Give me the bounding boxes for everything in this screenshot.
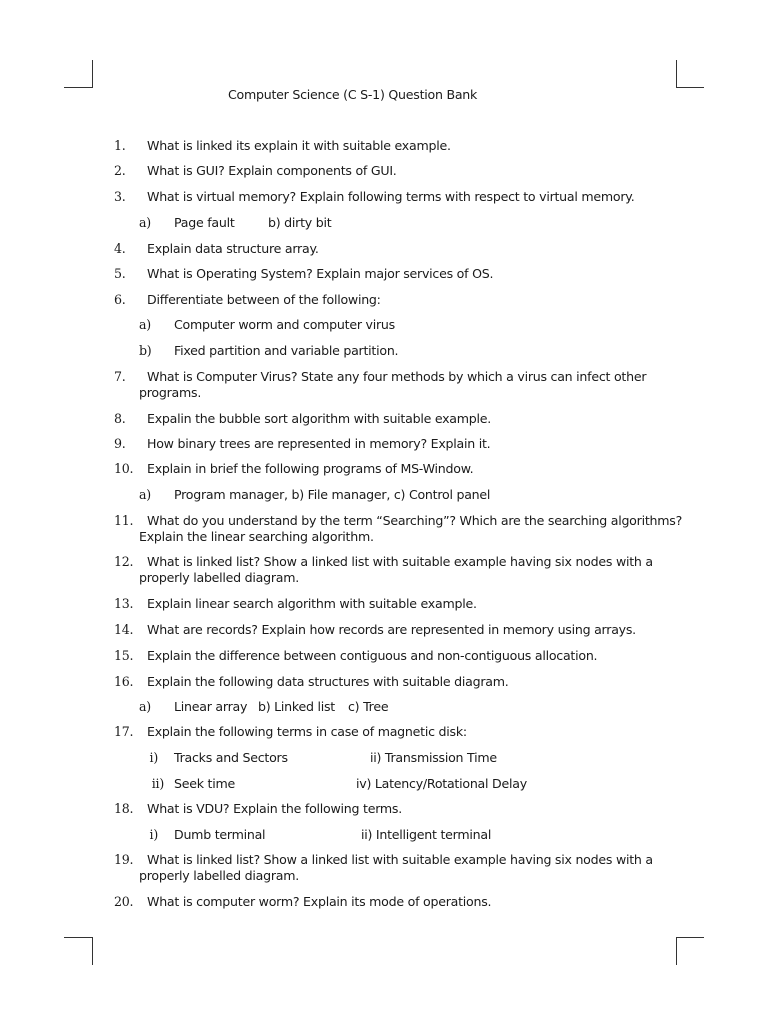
sub-text: Computer worm and computer virus — [174, 317, 395, 332]
question-number: 19. — [114, 852, 134, 867]
question-number: 7. — [114, 369, 126, 384]
sub-text: Page fault — [174, 215, 235, 230]
sub-label: i) — [149, 750, 158, 765]
question-text: Expalin the bubble sort algorithm with suitable example. — [147, 411, 492, 426]
question-number: 15. — [114, 648, 134, 663]
sub-label: a) — [139, 699, 151, 714]
question-number: 16. — [114, 674, 134, 689]
question-text: Differentiate between of the following: — [147, 292, 381, 307]
page-title: Computer Science (C S-1) Question Bank — [228, 87, 478, 102]
question-number: 20. — [114, 894, 134, 909]
crop-mark-bottom-left-v — [92, 937, 93, 965]
sub-text-2: b) Linked list — [258, 699, 335, 714]
question-text: Explain the following terms in case of magnetic disk: — [147, 724, 467, 739]
question-text: Explain linear search algorithm with suitable example. — [147, 596, 477, 611]
question-number: 8. — [114, 411, 126, 426]
question-text: Explain data structure array. — [147, 241, 319, 256]
question-text: What is linked list? Show a linked list with suitable example having six nodes with a — [147, 554, 653, 569]
sub-text-2: b) dirty bit — [268, 215, 332, 230]
sub-text: Program manager, b) File manager, c) Control panel — [174, 487, 491, 502]
crop-mark-bottom-right-v — [676, 937, 677, 965]
question-text-continuation: programs. — [139, 385, 202, 400]
crop-mark-top-left-v — [92, 60, 93, 88]
sub-text: Dumb terminal — [174, 827, 266, 842]
question-number: 14. — [114, 622, 134, 637]
question-text: What are records? Explain how records are represented in memory using arrays. — [147, 622, 636, 637]
question-number: 4. — [114, 241, 126, 256]
sub-label: a) — [139, 317, 151, 332]
sub-text-2: ii) Transmission Time — [370, 750, 497, 765]
sub-text-2: iv) Latency/Rotational Delay — [356, 776, 527, 791]
crop-mark-top-right-h — [676, 87, 704, 88]
question-text: Explain in brief the following programs of MS-Window. — [147, 461, 474, 476]
question-text-continuation: properly labelled diagram. — [139, 570, 300, 585]
question-number: 10. — [114, 461, 134, 476]
sub-label: i) — [149, 827, 158, 842]
question-number: 2. — [114, 163, 126, 178]
question-text: What is linked list? Show a linked list with suitable example having six nodes with a — [147, 852, 653, 867]
sub-label: b) — [139, 343, 152, 358]
sub-label: a) — [139, 487, 151, 502]
sub-text: Seek time — [174, 776, 235, 791]
sub-text-3: c) Tree — [348, 699, 389, 714]
question-text: How binary trees are represented in memory? Explain it. — [147, 436, 491, 451]
crop-mark-top-right-v — [676, 60, 677, 88]
question-text: What do you understand by the term “Searching”? Which are the searching algorithms? — [147, 513, 682, 528]
question-text: What is computer worm? Explain its mode of operations. — [147, 894, 492, 909]
question-number: 11. — [114, 513, 134, 528]
question-text: Explain the difference between contiguous and non-contiguous allocation. — [147, 648, 598, 663]
question-text: What is linked its explain it with suitable example. — [147, 138, 451, 153]
question-text: What is GUI? Explain components of GUI. — [147, 163, 397, 178]
question-number: 6. — [114, 292, 126, 307]
question-text: What is Operating System? Explain major services of OS. — [147, 266, 494, 281]
question-number: 17. — [114, 724, 134, 739]
sub-text: Tracks and Sectors — [174, 750, 288, 765]
question-number: 18. — [114, 801, 134, 816]
sub-label: ii) — [151, 776, 164, 791]
question-text: What is Computer Virus? State any four methods by which a virus can infect other — [147, 369, 647, 384]
question-text-continuation: properly labelled diagram. — [139, 868, 300, 883]
question-text-continuation: Explain the linear searching algorithm. — [139, 529, 374, 544]
question-text: What is virtual memory? Explain following terms with respect to virtual memory. — [147, 189, 635, 204]
sub-text-2: ii) Intelligent terminal — [361, 827, 492, 842]
question-text: What is VDU? Explain the following terms. — [147, 801, 402, 816]
question-number: 9. — [114, 436, 126, 451]
crop-mark-bottom-right-h — [676, 937, 704, 938]
question-number: 1. — [114, 138, 126, 153]
question-number: 3. — [114, 189, 126, 204]
question-number: 12. — [114, 554, 134, 569]
question-text: Explain the following data structures with suitable diagram. — [147, 674, 509, 689]
crop-mark-top-left-h — [64, 87, 92, 88]
crop-mark-bottom-left-h — [64, 937, 92, 938]
question-number: 13. — [114, 596, 134, 611]
sub-text: Linear array — [174, 699, 248, 714]
question-number: 5. — [114, 266, 126, 281]
sub-text: Fixed partition and variable partition. — [174, 343, 399, 358]
sub-label: a) — [139, 215, 151, 230]
